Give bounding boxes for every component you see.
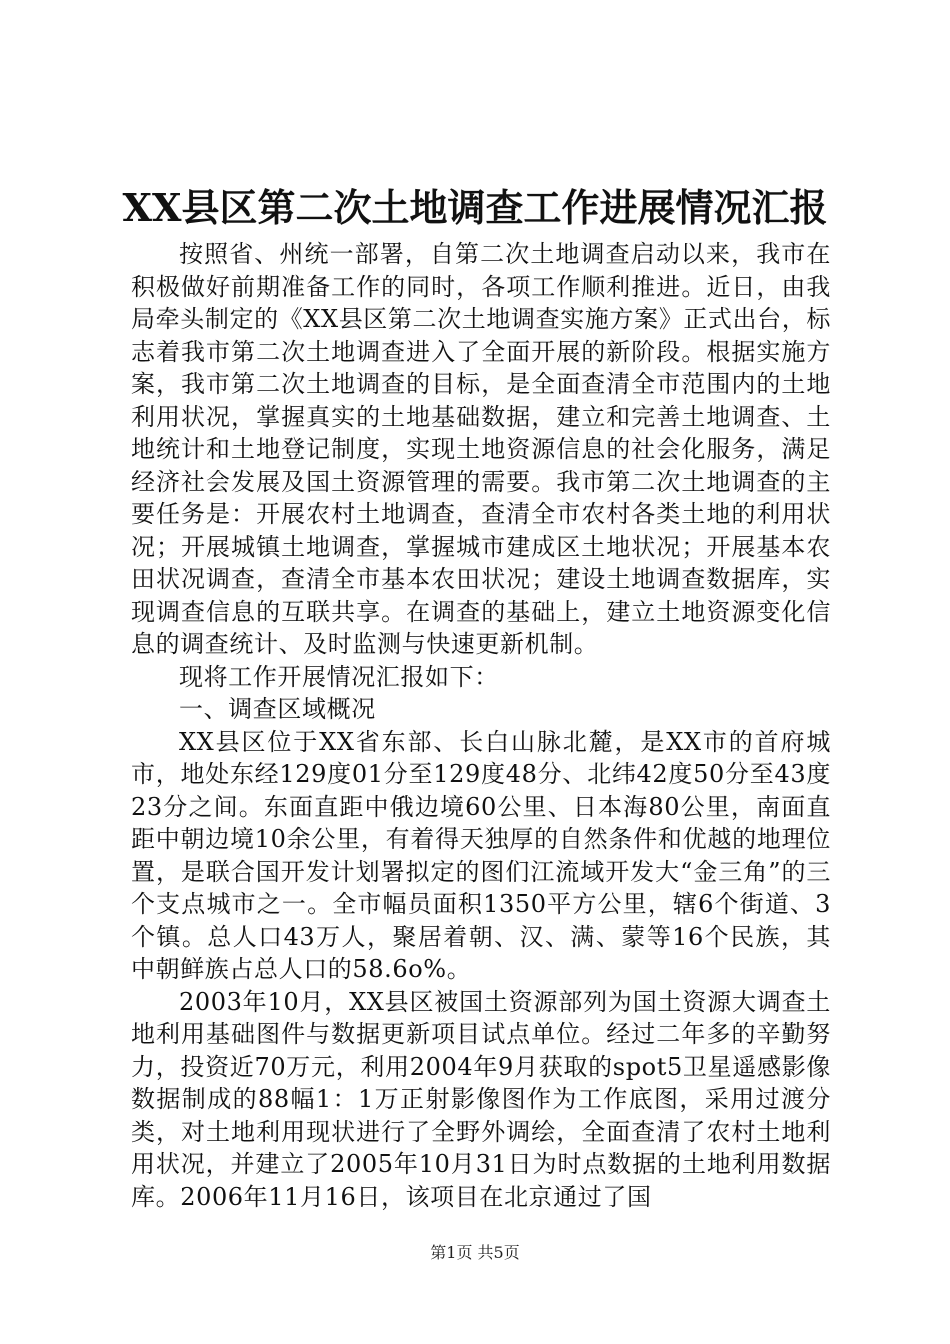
page-number-footer: 第1页 共5页 — [430, 1243, 520, 1262]
paragraph-intro: 按照省、州统一部署，自第二次土地调查启动以来，我市在积极做好前期准备工作的同时，各项工作顺利推进。近日，由我局牵头制定的《XX县区第二次土地调查实施方案》正式出台，标志着我市第二次土地调查进入了全面开展的新阶段。根据实施方案，我市第二次土地调查的目标，是全面查清全市范围内的土地利用状况，掌握真实的土地基础数据，建立和完善土地调查、土地统计和土地登记制度，实现土地资源信息的社会化服务，满足经济社会发展及国土资源管理的需要。我市第二次土地调查的主要任务是：开展农村土地调查，查清全市农村各类土地的利用状况；开展城镇土地调查，掌握城市建成区土地状况；开展基本农田状况调查，查清全市基本农田状况；建设土地调查数据库，实现调查信息的互联共享。在调查的基础上，建立土地资源变化信息的调查统计、及时监测与快速更新机制。 — [131, 240, 831, 658]
paragraph-region-overview: XX县区位于XX省东部、长白山脉北麓，是XX市的首府城市，地处东经129度01分至129度48分、北纬42度50分至43度23分之间。东面直距中俄边境60公里、日本海80公里，南面直距中朝边境10余公里，有着得天独厚的自然条件和优越的地理位置，是联合国开发计划署拟定的图们江流域开发大“金三角”的三个支点城市之一。全市幅员面积1350平方公里，辖6个街道、3个镇。总人口43万人，聚居着朝、汉、满、蒙等16个民族，其中朝鲜族占总人口的58.6o%。 — [131, 727, 831, 983]
document-title: XX县区第二次土地调查工作进展情况汇报 — [122, 185, 828, 230]
paragraph-report-lead: 现将工作开展情况汇报如下： — [179, 662, 499, 691]
document-body — [131, 238, 831, 1213]
section-heading-1: 一、调查区域概况 — [179, 695, 376, 723]
paragraph-pilot-project: 2003年10月，XX县区被国土资源部列为国土资源大调查土地利用基础图件与数据更新项目试点单位。经过二年多的辛勤努力，投资近70万元，利用2004年9月获取的spot5卫星遥感影像数据制成的88幅1：1万正射影像图作为工作底图，采用过渡分类，对土地利用现状进行了全野外调绘，全面查清了农村土地利用状况，并建立了2005年10月31日为时点数据的土地利用数据库。2006年11月16日，该项目在北京通过了国 — [131, 987, 831, 1211]
